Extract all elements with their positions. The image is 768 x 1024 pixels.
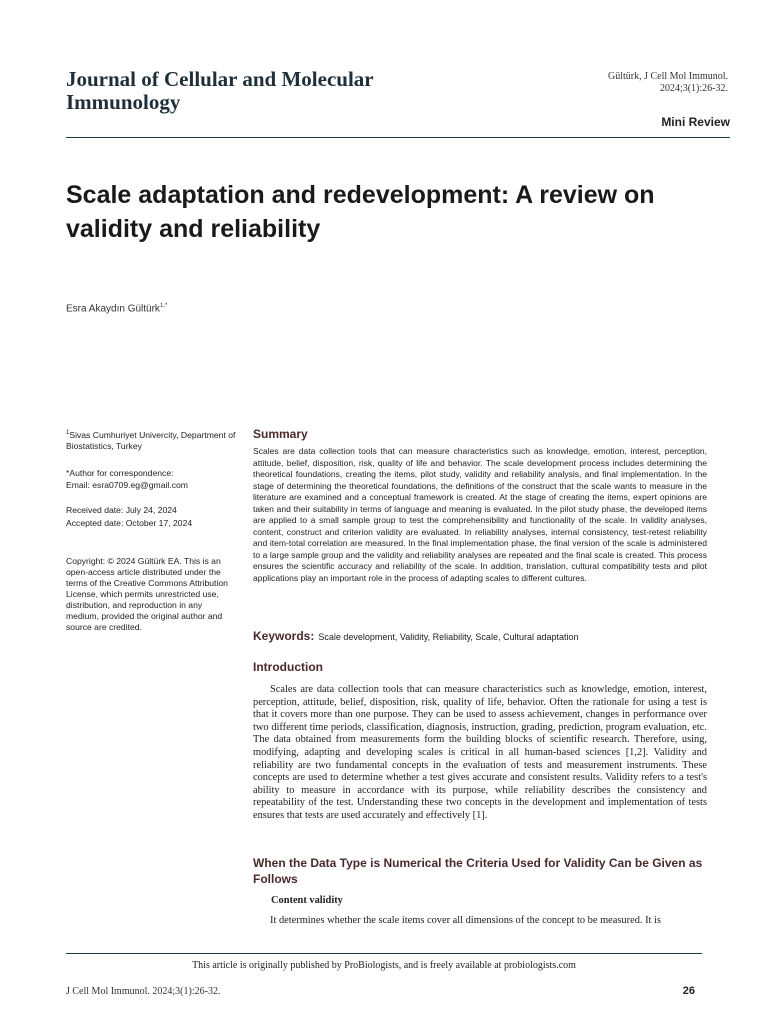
journal-title: Journal of Cellular and Molecular Immunology — [66, 67, 374, 114]
summary-text: Scales are data collection tools that can measure characteristics such as knowledge, emotion, interest, perception, attitude, belief, disposition, risk, quality of life and behavior. The scale development process includes determining the theoretical foundations, creating the items, pilot study, validity and reliability analysis, and final implementation. In the stage of determining the theoretical foundations, the definitions of the construct that the scale wants to measure in the literature are examined and a conceptual framework is created. At the stage of creating the items, expert opinions are taken and their suitability in terms of language and meaning is evaluated. In the pilot study phase, the developed items are applied to a small sample group to test the comprehensibility and functionality of the scale. In validity analyses, content, construct and criterion validity are evaluated. In reliability analyses, internal consistency, test-retest reliability and item-total correlation are measured. In the final implementation phase, the final version of the scale is administered to a large sample group and the validity and reliability analyses are repeated and the final scale is created. This process ensures the scientific accuracy and reliability of the scale. In addition, translation, cultural compatibility tests and pilot applications play an important role in the process of adapting scales to different cultures. — [253, 446, 707, 584]
summary-heading: Summary — [253, 427, 308, 441]
article-type-label: Mini Review — [661, 115, 730, 129]
content-validity-heading: Content validity — [271, 895, 343, 906]
received-date: Received date: July 24, 2024 — [66, 505, 177, 515]
keywords-label: Keywords: — [253, 629, 315, 643]
introduction-text: Scales are data collection tools that can measure characteristics such as knowledge, emotion, interest, perception, attitude, belief, disposition, risk, quality of life, behavior. Often the rationale for using a test is that it covers more than one purpose. They can be used to assess achievement, changes in performance over two different time periods, classification, diagnosis, instruction, grading, prediction, program evaluation, etc. The data obtained from measurements form the building blocks of scientific research. Therefore, using, modifying, adapting and developing scales is critical in all human-based sciences [1,2]. Validity and reliability are two fundamental concepts in the evaluation of tests and measurement instruments. These concepts are used to determine whether a test gives accurate and consistent results. Validity refers to a test's ability to measure in accordance with its purpose, while reliability describes the consistency and repeatability of the test. Understanding these two concepts in the development and implementation of tests ensures that tests are used accurately and effectively [1]. — [253, 684, 707, 821]
article-title: Scale adaptation and redevelopment: A review on validity and reliability — [66, 181, 655, 243]
copyright-notice: Copyright: © 2024 Gültürk EA. This is an open-access article distributed under the terms of the Creative Commons Attribution License, which permits unrestricted use, distribution, and reproduction in any medium, provided the original author and source are credited. — [66, 556, 228, 632]
page-number: 26 — [682, 985, 695, 997]
citation-line-1: Gültürk, J Cell Mol Immunol. — [608, 71, 728, 82]
affiliation-text: Sivas Cumhuriyet Univercity, Department of Biostatistics, Turkey — [66, 429, 236, 451]
author-superscript: 1,* — [159, 303, 168, 309]
header-divider — [66, 137, 730, 138]
correspondence-label: *Author for correspondence: — [66, 468, 174, 478]
correspondence-email[interactable]: Email: esra0709.eg@gmail.com — [66, 480, 188, 490]
accepted-date: Accepted date: October 17, 2024 — [66, 518, 193, 528]
footer-publisher-note: This article is originally published by ProBiologists, and is freely available at probiologists.com — [192, 960, 576, 971]
citation-line-2: 2024;3(1):26-32. — [659, 83, 728, 94]
introduction-heading: Introduction — [253, 660, 323, 674]
footer-divider — [66, 953, 702, 954]
footer-citation: J Cell Mol Immunol. 2024;3(1):26-32. — [66, 986, 221, 997]
keywords — [253, 629, 713, 643]
affiliation-superscript: 1 — [66, 430, 70, 436]
keywords-text: Scale development, Validity, Reliability, Scale, Cultural adaptation — [318, 632, 579, 642]
author-name: Esra Akaydın Gültürk — [66, 303, 160, 315]
section-heading: When the Data Type is Numerical the Criteria Used for Validity Can be Given as Follows — [253, 856, 703, 886]
citation-header — [468, 71, 728, 95]
affiliation — [66, 428, 236, 452]
content-validity-text: It determines whether the scale items cover all dimensions of the concept to be measured. It is — [270, 915, 661, 926]
author-line — [66, 303, 167, 314]
